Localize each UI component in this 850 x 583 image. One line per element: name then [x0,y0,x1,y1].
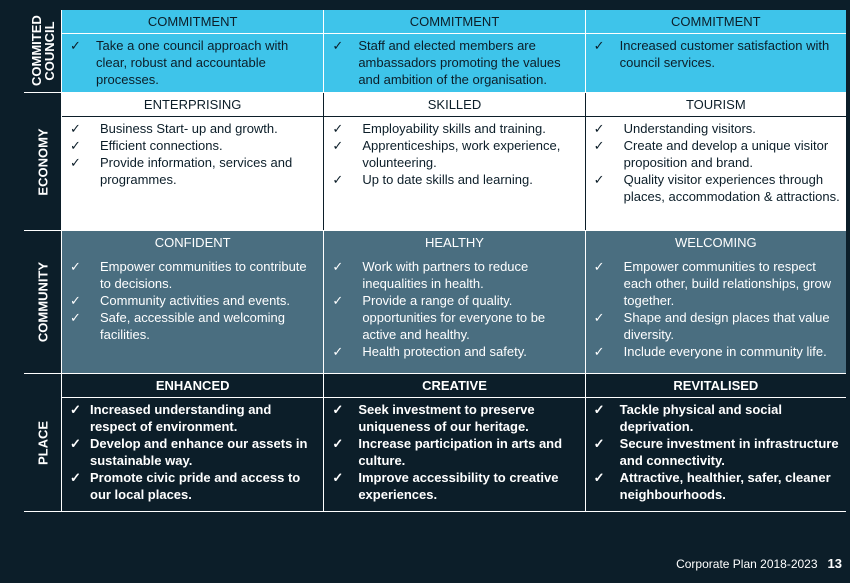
list-item: ✓ Secure investment in infrastructure and connectivity. [593,436,839,468]
list-item: ✓ Community activities and events. [70,293,291,308]
list-item: ✓ Empower communities to contribute to decisions. [70,259,307,291]
list-item: ✓ Take a one council approach with clear, robust and accountable processes. [70,38,289,87]
column-heading: TOURISM [586,93,846,117]
column-heading: HEALTHY [424,235,484,250]
check-icon: ✓ [70,293,81,308]
list-item: ✓ Include everyone in community life. [593,344,827,359]
row-community [24,231,846,374]
list-item: ✓ Create and develop a unique visitor proposition and brand. [593,138,829,170]
check-icon: ✓ [593,38,605,53]
check-icon: ✓ [593,470,605,485]
column-tourism [585,93,846,230]
row-label: COMMITED COUNCIL [24,10,62,92]
list-item: ✓ Understanding visitors. [593,121,756,136]
column-heading: ENHANCED [62,374,323,398]
list-item: ✓ Safe, accessible and welcoming facilities. [70,310,285,342]
list-item: ✓ Up to date skills and learning. [332,172,533,187]
column-creative [323,374,584,511]
column-heading: ENTERPRISING [62,93,323,117]
list-item: ✓ Increased customer satisfaction with council services. [593,38,830,70]
document-title: Corporate Plan 2018-2023 [676,557,818,571]
page-footer [676,556,842,571]
check-icon: ✓ [593,436,605,451]
list-item: ✓ Increased understanding and respect of environment. [70,402,272,434]
check-icon: ✓ [332,470,344,485]
list-item: ✓ Increase participation in arts and culture. [332,436,563,468]
list-item: ✓ Tackle physical and social deprivation. [593,402,782,434]
list-item: ✓ Efficient connections. [70,138,223,153]
check-icon: ✓ [70,155,81,170]
list-item: ✓ Seek investment to preserve uniqueness of our heritage. [332,402,535,434]
column-welcoming [585,231,846,373]
check-icon: ✓ [332,436,344,451]
check-icon: ✓ [593,138,605,153]
check-icon: ✓ [70,402,81,417]
list-item: ✓ Quality visitor experiences through places, accommodation & attractions. [593,172,840,204]
check-icon: ✓ [593,121,605,136]
check-icon: ✓ [332,38,344,53]
column-heading: CONFIDENT [154,235,231,250]
check-icon: ✓ [593,259,605,274]
check-icon: ✓ [70,470,81,485]
check-icon: ✓ [593,172,605,187]
check-icon: ✓ [70,138,81,153]
column-revitalised [585,374,846,511]
priorities-grid [24,10,846,512]
check-icon: ✓ [70,259,81,274]
list-item: ✓ Develop and enhance our assets in sustainable way. [70,436,308,468]
column-enterprising [62,93,323,230]
column-commitment [62,10,323,92]
list-item: ✓ Improve accessibility to creative experiences. [332,470,559,502]
check-icon: ✓ [593,310,605,325]
column-heading: REVITALISED [586,374,846,398]
check-icon: ✓ [593,402,605,417]
check-icon: ✓ [70,436,81,451]
list-item: ✓ Business Start- up and growth. [70,121,278,136]
list-item: ✓ Attractive, healthier, safer, cleaner neighbourhoods. [593,470,831,502]
check-icon: ✓ [332,172,344,187]
column-heading: CREATIVE [324,374,584,398]
row-economy [24,93,846,231]
row-label: COMMUNITY [24,231,62,373]
check-icon: ✓ [332,402,344,417]
list-item: ✓ Provide a range of quality. opportunities for everyone to be active and healthy. [332,293,546,342]
list-item: ✓ Empower communities to respect each other, build relationships, grow together. [593,259,832,308]
column-enhanced [62,374,323,511]
column-heading: COMMITMENT [586,10,846,34]
check-icon: ✓ [332,121,344,136]
check-icon: ✓ [70,38,81,53]
column-skilled [323,93,584,230]
row-label: ECONOMY [24,93,62,230]
row-place [24,374,846,512]
check-icon: ✓ [332,344,344,359]
column-healthy [323,231,584,373]
column-commitment [585,10,846,92]
column-heading: WELCOMING [675,235,757,250]
column-confident [62,231,323,373]
row-committed-council [24,10,846,93]
check-icon: ✓ [70,121,81,136]
list-item: ✓ Work with partners to reduce inequalities in health. [332,259,529,291]
check-icon: ✓ [593,344,605,359]
column-heading: COMMITMENT [62,10,323,34]
column-commitment [323,10,584,92]
list-item: ✓ Staff and elected members are ambassadors promoting the values and ambition of the organisation. [332,38,561,87]
list-item: ✓ Apprenticeships, work experience, volunteering. [332,138,561,170]
list-item: ✓ Promote civic pride and access to our local places. [70,470,301,502]
column-heading: SKILLED [324,93,584,117]
page-number: 13 [827,556,842,571]
check-icon: ✓ [332,138,344,153]
check-icon: ✓ [332,259,344,274]
list-item: ✓ Employability skills and training. [332,121,546,136]
column-heading: COMMITMENT [324,10,584,34]
list-item: ✓ Shape and design places that value diversity. [593,310,830,342]
row-label: PLACE [24,374,62,511]
check-icon: ✓ [332,293,344,308]
check-icon: ✓ [70,310,81,325]
list-item: ✓ Provide information, services and programmes. [70,155,293,187]
list-item: ✓ Health protection and safety. [332,344,527,359]
